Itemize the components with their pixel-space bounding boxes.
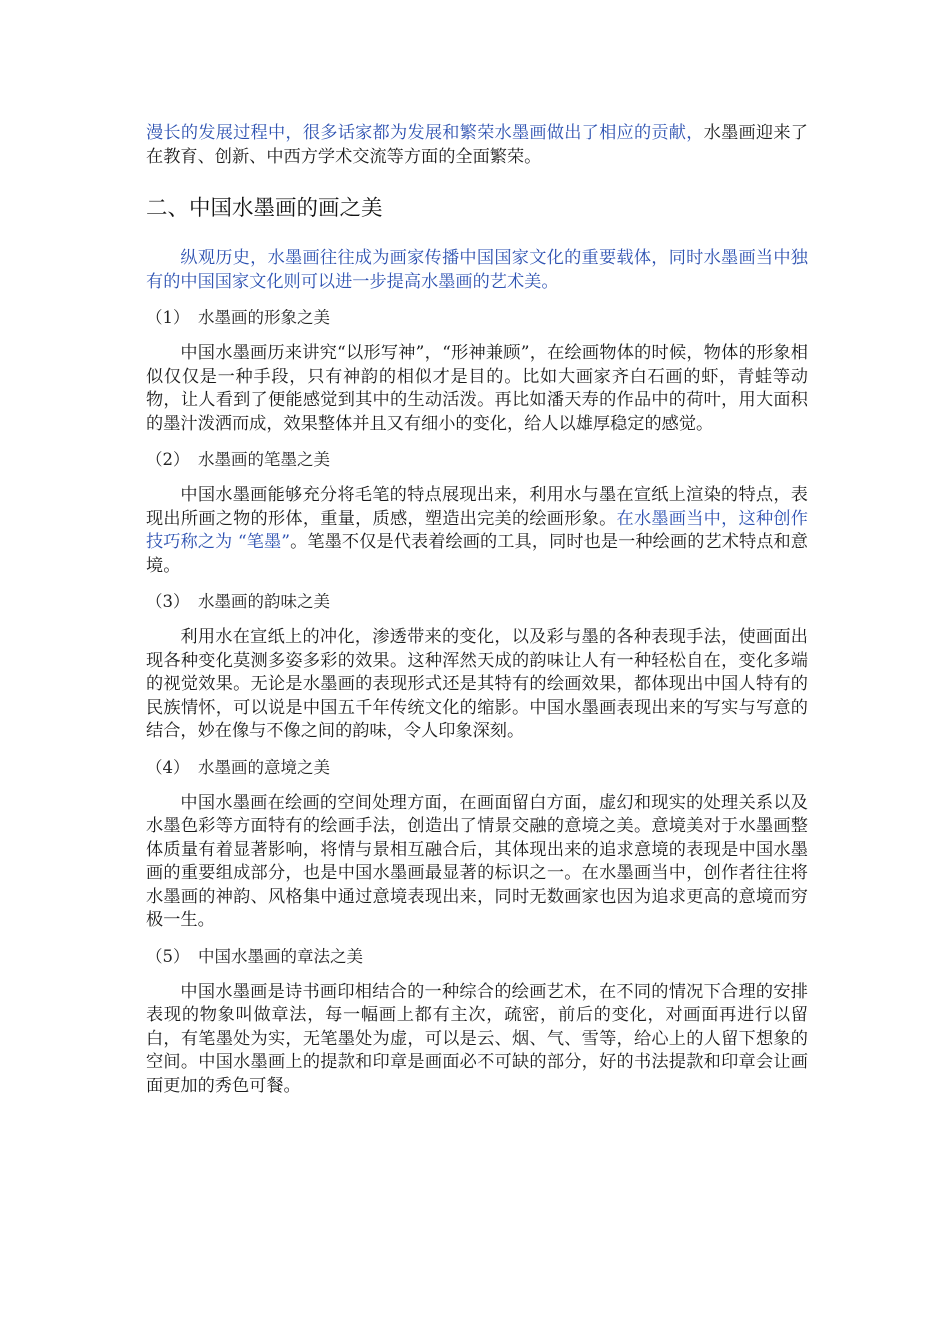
subheading-number: （5） (146, 946, 190, 966)
subheading-title: 中国水墨画的章法之美 (198, 946, 363, 966)
subheading-title: 水墨画的韵味之美 (198, 592, 330, 611)
paragraph-2-highlight: 在水墨画当中，这种创作技巧称之为 “笔墨” (146, 508, 808, 552)
subheading-4 (146, 757, 808, 779)
paragraph-3: 利用水在宣纸上的冲化，渗透带来的变化，以及彩与墨的各种表现手法，使画面出现各种变化莫测多姿多彩的效果。这种浑然天成的韵味让人有一种轻松自在，变化多端的视觉效果。无论是水墨画的表现形式还是其特有的绘画效果，都体现出中国人特有的民族情怀，可以说是中国五千年传统文化的缩影。中国水墨画表现出来的写实与写意的结合，妙在像与不像之间的韵味，令人印象深刻。 (146, 627, 808, 741)
paragraph-2-part-a: 中国水墨画能够充分将毛笔的特点展现出来，利用水与墨在宣纸上渲染的特点，表现出所画之物的形体，重量，质感，塑造出完美的绘画形象。 (146, 485, 808, 529)
paragraph-4: 中国水墨画在绘画的空间处理方面，在画面留白方面，虚幻和现实的处理关系以及水墨色彩等方面特有的绘画手法，创造出了情景交融的意境之美。意境美对于水墨画整体质量有着显著影响，将情与景相互融合后，其体现出来的追求意境的表现是中国水墨画的重要组成部分，也是中国水墨画最显著的标识之一。在水墨画当中，创作者往往将水墨画的神韵、风格集中通过意境表现出来，同时无数画家也因为追求更高的意境而穷极一生。 (146, 792, 808, 930)
subheading-title: 水墨画的形象之美 (198, 308, 330, 327)
subheading-2 (146, 449, 808, 471)
paragraph-1: 中国水墨画历来讲究“以形写神”，“形神兼顾”，在绘画物体的时候，物体的形象相似仅仅是一种手段，只有神韵的相似才是目的。比如大画家齐白石画的虾，青蛙等动物，让人看到了便能感觉到其中的生动活泼。再比如潘天寿的作品中的荷叶，用大面积的墨汁泼洒而成，效果整体并且又有细小的变化，给人以雄厚稳定的感觉。 (146, 343, 808, 434)
subheading-1 (146, 307, 808, 329)
subheading-title: 水墨画的意境之美 (198, 757, 330, 777)
intro-highlight: 漫长的发展过程中，很多话家都为发展和繁荣水墨画做出了相应的贡献， (146, 123, 704, 143)
paragraph-2 (146, 484, 808, 578)
subheading-title: 水墨画的笔墨之美 (198, 450, 330, 469)
subheading-5 (146, 946, 808, 968)
document-body (146, 122, 808, 1098)
subheading-number: （3） (146, 592, 190, 611)
subheading-number: （2） (146, 450, 190, 469)
paragraph-5: 中国水墨画是诗书画印相结合的一种综合的绘画艺术，在不同的情况下合理的安排表现的物象叫做章法，每一幅画上都有主次，疏密，前后的变化，对画面再进行以留白，有笔墨处为实，无笔墨处为虚，可以是云、烟、气、雪等，给心上的人留下想象的空间。中国水墨画上的提款和印章是画面必不可缺的部分，好的书法提款和印章会让画面更加的秀色可餐。 (146, 981, 808, 1096)
lead-paragraph: 纵观历史，水墨画往往成为画家传播中国国家文化的重要载体，同时水墨画当中独有的中国国家文化则可以进一步提高水墨画的艺术美。 (146, 248, 808, 292)
section-heading: 二、中国水墨画的画之美 (146, 196, 383, 221)
subheading-number: （4） (146, 757, 190, 777)
subheading-3 (146, 591, 808, 613)
subheading-number: （1） (146, 308, 190, 327)
intro-paragraph (146, 122, 808, 169)
intro-rest: 水墨画迎来了在教育、创新、中西方学术交流等方面的全面繁荣。 (146, 123, 808, 167)
paragraph-2-part-b: 。笔墨不仅是代表着绘画的工具，同时也是一种绘画的艺术特点和意境。 (146, 532, 808, 576)
